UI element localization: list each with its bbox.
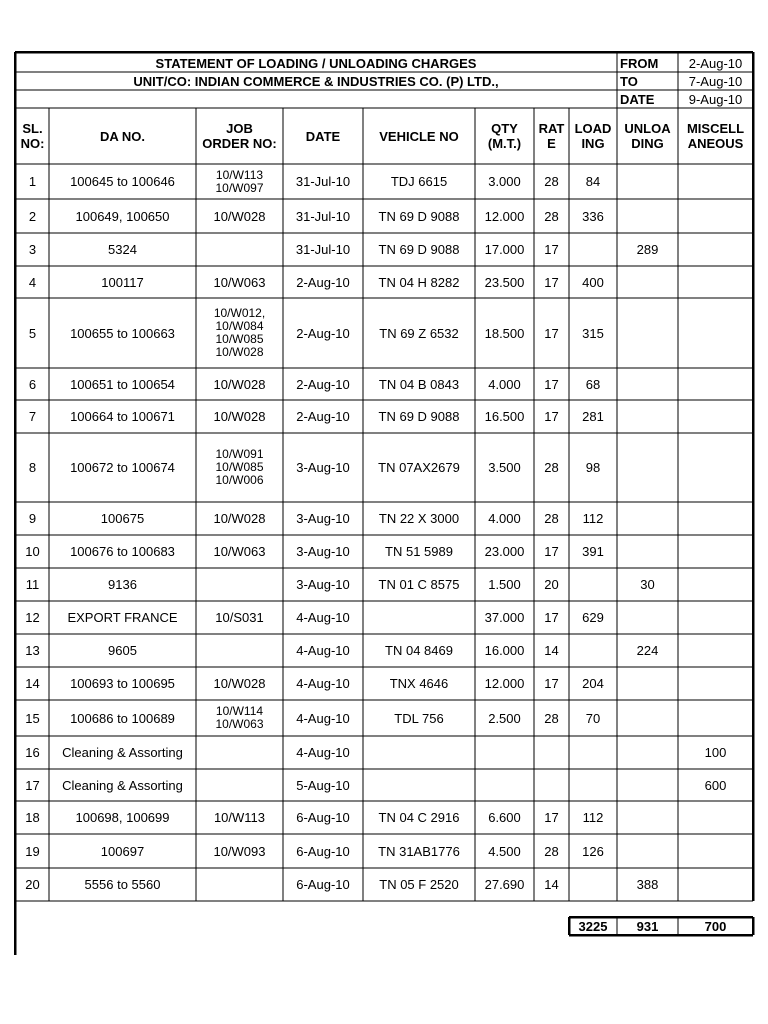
table-cell-sl: 8 bbox=[28, 460, 37, 475]
meta-value: 7-Aug-10 bbox=[688, 73, 743, 89]
table-cell-rate: 17 bbox=[544, 544, 559, 559]
table-cell-sl: 7 bbox=[28, 409, 37, 424]
table-cell-job bbox=[196, 769, 283, 801]
table-cell-unloading bbox=[617, 400, 678, 433]
table-cell-vehicle: TDL 756 bbox=[394, 710, 444, 726]
table-cell-vehicle: TN 04 H 8282 bbox=[378, 274, 460, 290]
table-cell-sl: 18 bbox=[25, 810, 40, 825]
table-cell-qty bbox=[475, 736, 534, 769]
table-cell-qty: 17.000 bbox=[484, 242, 525, 257]
table-cell-vehicle bbox=[363, 601, 475, 634]
table-cell-qty: 3.500 bbox=[488, 460, 521, 475]
total-misc: 700 bbox=[704, 918, 727, 934]
table-cell-date: 31-Jul-10 bbox=[295, 174, 351, 189]
table-cell-unloading bbox=[617, 199, 678, 233]
total-unloading: 931 bbox=[636, 918, 659, 934]
document-title: STATEMENT OF LOADING / UNLOADING CHARGES bbox=[155, 55, 477, 71]
table-cell-sl: 14 bbox=[25, 676, 40, 691]
table-cell-unloading bbox=[617, 667, 678, 700]
table-cell-rate: 17 bbox=[544, 274, 559, 290]
table-cell-misc bbox=[678, 801, 753, 834]
table-cell-date: 2-Aug-10 bbox=[296, 376, 350, 392]
table-cell-loading: 84 bbox=[585, 174, 601, 189]
table-cell-vehicle: TN 69 D 9088 bbox=[378, 242, 460, 257]
table-cell-vehicle bbox=[363, 736, 475, 769]
table-cell-rate: 17 bbox=[544, 325, 559, 341]
table-cell-vehicle: TN 69 D 9088 bbox=[378, 208, 460, 224]
table-cell-misc bbox=[678, 535, 753, 568]
table-cell-date: 3-Aug-10 bbox=[296, 544, 350, 559]
table-cell-date: 31-Jul-10 bbox=[295, 242, 351, 257]
table-cell-da: 5324 bbox=[108, 242, 137, 257]
table-cell-misc bbox=[678, 868, 753, 901]
table-cell-da: 100697 bbox=[100, 843, 145, 859]
table-cell-vehicle: TN 04 B 0843 bbox=[378, 376, 460, 392]
table-cell-date: 4-Aug-10 bbox=[296, 745, 350, 760]
table-cell-qty: 4.000 bbox=[488, 511, 521, 526]
column-header-unloading: UNLOA DING bbox=[624, 121, 671, 151]
table-cell-rate bbox=[534, 736, 569, 769]
table-cell-unloading: 289 bbox=[636, 242, 659, 257]
table-cell-job bbox=[196, 868, 283, 901]
table-cell-loading: 400 bbox=[582, 274, 604, 290]
table-cell-date: 4-Aug-10 bbox=[296, 610, 350, 625]
meta-value: 9-Aug-10 bbox=[688, 91, 743, 107]
table-cell-vehicle: TN 51 5989 bbox=[385, 544, 453, 559]
table-cell-date: 6-Aug-10 bbox=[296, 810, 350, 825]
unit-name: UNIT/CO: INDIAN COMMERCE & INDUSTRIES CO. (P) LTD., bbox=[133, 73, 499, 89]
table-cell-misc: 100 bbox=[704, 745, 727, 760]
table-cell-vehicle: TN 69 D 9088 bbox=[378, 409, 460, 424]
meta-label: DATE bbox=[620, 91, 655, 107]
table-cell-da: 100655 to 100663 bbox=[70, 325, 175, 341]
table-cell-loading: 629 bbox=[582, 610, 604, 625]
column-header-misc: MISCELL ANEOUS bbox=[686, 121, 745, 151]
table-cell-misc bbox=[678, 834, 753, 868]
table-cell-sl: 2 bbox=[28, 208, 37, 224]
table-cell-rate: 14 bbox=[544, 877, 559, 892]
table-cell-qty: 4.500 bbox=[488, 843, 521, 859]
table-cell-vehicle bbox=[363, 769, 475, 801]
table-cell-loading bbox=[569, 868, 617, 901]
table-cell-job: 10/W063 bbox=[213, 274, 266, 290]
table-cell-unloading bbox=[617, 801, 678, 834]
table-cell-job: 10/W028 bbox=[213, 208, 266, 224]
table-cell-date: 4-Aug-10 bbox=[296, 676, 350, 691]
table-cell-qty: 18.500 bbox=[484, 325, 525, 341]
column-header-qty: QTY (M.T.) bbox=[487, 121, 522, 151]
table-cell-loading: 68 bbox=[585, 376, 601, 392]
column-header-vehicle: VEHICLE NO bbox=[379, 128, 459, 144]
meta-value: 2-Aug-10 bbox=[688, 55, 743, 71]
table-cell-date: 3-Aug-10 bbox=[296, 577, 350, 592]
meta-label: FROM bbox=[620, 55, 659, 71]
table-cell-da: 100698, 100699 bbox=[75, 810, 170, 825]
table-cell-qty: 6.600 bbox=[488, 810, 521, 825]
table-cell-qty: 37.000 bbox=[484, 610, 525, 625]
table-cell-job: 10/W028 bbox=[213, 511, 266, 526]
table-cell-loading: 204 bbox=[582, 676, 604, 691]
table-cell-job: 10/W028 bbox=[213, 409, 266, 424]
table-cell-misc bbox=[678, 502, 753, 535]
table-cell-rate: 20 bbox=[544, 577, 559, 592]
table-cell-loading: 98 bbox=[585, 460, 601, 475]
table-cell-da: 100676 to 100683 bbox=[70, 544, 175, 559]
table-cell-misc bbox=[678, 634, 753, 667]
table-cell-qty: 23.500 bbox=[484, 274, 525, 290]
table-cell-job: 10/W091 10/W085 10/W006 bbox=[215, 447, 264, 487]
table-cell-misc bbox=[678, 700, 753, 736]
table-cell-da: 100672 to 100674 bbox=[70, 460, 175, 475]
table-cell-rate: 28 bbox=[544, 208, 559, 224]
table-cell-loading: 112 bbox=[582, 810, 604, 825]
table-cell-unloading bbox=[617, 834, 678, 868]
table-cell-da: 9605 bbox=[108, 643, 137, 658]
column-header-loading: LOAD ING bbox=[574, 121, 612, 151]
table-cell-date: 3-Aug-10 bbox=[296, 460, 350, 475]
table-cell-loading: 70 bbox=[585, 710, 601, 726]
table-cell-rate bbox=[534, 769, 569, 801]
table-cell-da: 100686 to 100689 bbox=[70, 710, 175, 726]
table-cell-unloading: 388 bbox=[636, 877, 659, 892]
table-cell-job: 10/W028 bbox=[213, 376, 266, 392]
table-cell-vehicle: TN 22 X 3000 bbox=[378, 511, 460, 526]
table-cell-misc bbox=[678, 568, 753, 601]
table-cell-qty: 23.000 bbox=[484, 544, 525, 559]
table-cell-job bbox=[196, 736, 283, 769]
table-cell-date: 4-Aug-10 bbox=[296, 710, 350, 726]
table-cell-unloading bbox=[617, 298, 678, 368]
table-cell-da: Cleaning & Assorting bbox=[62, 745, 183, 760]
table-cell-unloading bbox=[617, 368, 678, 400]
table-cell-unloading: 224 bbox=[636, 643, 659, 658]
table-cell-rate: 17 bbox=[544, 810, 559, 825]
table-cell-unloading bbox=[617, 736, 678, 769]
column-header-date: DATE bbox=[305, 128, 341, 144]
table-cell-misc bbox=[678, 164, 753, 199]
table-cell-misc bbox=[678, 601, 753, 634]
table-cell-qty: 2.500 bbox=[488, 710, 521, 726]
table-cell-rate: 17 bbox=[544, 376, 559, 392]
table-cell-misc bbox=[678, 368, 753, 400]
table-cell-date: 2-Aug-10 bbox=[296, 325, 350, 341]
table-cell-unloading bbox=[617, 535, 678, 568]
table-cell-sl: 13 bbox=[25, 643, 40, 658]
table-cell-date: 4-Aug-10 bbox=[296, 643, 350, 658]
table-cell-unloading bbox=[617, 266, 678, 298]
table-cell-vehicle: TN 31AB1776 bbox=[378, 843, 460, 859]
table-cell-loading: 112 bbox=[582, 511, 604, 526]
table-cell-rate: 28 bbox=[544, 511, 559, 526]
table-cell-misc bbox=[678, 298, 753, 368]
table-cell-rate: 17 bbox=[544, 242, 559, 257]
meta-label: TO bbox=[620, 73, 638, 89]
table-cell-vehicle: TN 07AX2679 bbox=[378, 460, 460, 475]
table-cell-qty bbox=[475, 769, 534, 801]
table-cell-rate: 28 bbox=[544, 174, 559, 189]
table-cell-da: 100664 to 100671 bbox=[70, 409, 175, 424]
table-cell-job: 10/W114 10/W063 bbox=[215, 704, 264, 731]
table-cell-misc: 600 bbox=[704, 777, 727, 793]
table-cell-da: 100675 bbox=[100, 511, 145, 526]
table-cell-misc bbox=[678, 266, 753, 298]
table-cell-sl: 9 bbox=[28, 511, 37, 526]
table-cell-rate: 28 bbox=[544, 843, 559, 859]
table-cell-vehicle: TNX 4646 bbox=[389, 676, 449, 691]
table-cell-sl: 3 bbox=[28, 242, 37, 257]
table-cell-job: 10/W093 bbox=[213, 843, 266, 859]
table-cell-job: 10/S031 bbox=[215, 610, 264, 625]
table-cell-loading: 281 bbox=[582, 409, 604, 424]
total-loading: 3225 bbox=[578, 918, 608, 934]
table-cell-vehicle: TN 04 8469 bbox=[385, 643, 453, 658]
table-cell-vehicle: TN 01 C 8575 bbox=[378, 577, 460, 592]
table-cell-sl: 15 bbox=[25, 710, 40, 726]
table-cell-sl: 20 bbox=[25, 877, 40, 892]
table-cell-da: 5556 to 5560 bbox=[84, 877, 161, 892]
table-cell-da: 100649, 100650 bbox=[75, 208, 170, 224]
table-cell-da: 100117 bbox=[101, 274, 144, 290]
table-cell-date: 5-Aug-10 bbox=[296, 777, 350, 793]
table-cell-qty: 12.000 bbox=[484, 208, 525, 224]
table-cell-loading bbox=[569, 634, 617, 667]
table-cell-qty: 4.000 bbox=[488, 376, 521, 392]
table-cell-misc bbox=[678, 667, 753, 700]
table-cell-sl: 19 bbox=[25, 843, 40, 859]
table-cell-sl: 12 bbox=[25, 610, 40, 625]
table-cell-job: 10/W113 10/W097 bbox=[215, 167, 264, 195]
table-cell-date: 3-Aug-10 bbox=[296, 511, 350, 526]
table-cell-misc bbox=[678, 233, 753, 266]
table-cell-loading: 315 bbox=[582, 325, 604, 341]
table-cell-da: 100645 to 100646 bbox=[70, 174, 175, 189]
table-cell-sl: 16 bbox=[25, 745, 40, 760]
table-cell-sl: 11 bbox=[25, 577, 40, 592]
table-cell-sl: 5 bbox=[28, 325, 37, 341]
table-cell-loading: 336 bbox=[582, 208, 604, 224]
table-cell-sl: 6 bbox=[28, 376, 37, 392]
table-cell-qty: 1.500 bbox=[488, 577, 521, 592]
table-cell-date: 2-Aug-10 bbox=[296, 274, 350, 290]
table-cell-job: 10/W012, 10/W084 10/W085 10/W028 bbox=[213, 306, 266, 359]
table-cell-unloading bbox=[617, 502, 678, 535]
column-header-job: JOB ORDER NO: bbox=[202, 121, 277, 151]
table-cell-da: EXPORT FRANCE bbox=[67, 610, 178, 625]
table-cell-qty: 16.500 bbox=[484, 409, 525, 424]
table-cell-rate: 14 bbox=[544, 643, 559, 658]
table-cell-da: 100651 to 100654 bbox=[70, 376, 175, 392]
table-cell-unloading bbox=[617, 601, 678, 634]
table-cell-job: 10/W028 bbox=[213, 676, 266, 691]
column-header-da: DA NO. bbox=[99, 128, 146, 144]
table-cell-job bbox=[196, 233, 283, 266]
table-cell-qty: 12.000 bbox=[484, 676, 525, 691]
table-cell-unloading bbox=[617, 433, 678, 502]
table-cell-unloading bbox=[617, 700, 678, 736]
table-cell-misc bbox=[678, 433, 753, 502]
table-cell-qty: 16.000 bbox=[484, 643, 525, 658]
table-cell-loading: 126 bbox=[582, 843, 604, 859]
table-cell-vehicle: TN 69 Z 6532 bbox=[379, 325, 459, 341]
table-cell-rate: 17 bbox=[544, 409, 559, 424]
table-cell-job: 10/W063 bbox=[213, 544, 266, 559]
table-cell-qty: 27.690 bbox=[484, 877, 525, 892]
table-cell-date: 6-Aug-10 bbox=[296, 843, 350, 859]
table-cell-job: 10/W113 bbox=[213, 810, 266, 825]
table-cell-rate: 28 bbox=[544, 710, 559, 726]
table-cell-da: Cleaning & Assorting bbox=[62, 777, 183, 793]
table-cell-date: 6-Aug-10 bbox=[296, 877, 350, 892]
table-cell-sl: 10 bbox=[25, 544, 40, 559]
table-cell-qty: 3.000 bbox=[488, 174, 521, 189]
table-cell-date: 31-Jul-10 bbox=[295, 208, 351, 224]
table-cell-rate: 28 bbox=[544, 460, 559, 475]
table-cell-loading bbox=[569, 736, 617, 769]
table-cell-loading bbox=[569, 568, 617, 601]
table-cell-sl: 4 bbox=[28, 274, 37, 290]
column-header-sl: SL. NO: bbox=[20, 121, 45, 151]
table-cell-loading bbox=[569, 233, 617, 266]
table-cell-vehicle: TN 05 F 2520 bbox=[379, 877, 459, 892]
table-cell-misc bbox=[678, 199, 753, 233]
table-cell-vehicle: TN 04 C 2916 bbox=[378, 810, 460, 825]
table-cell-rate: 17 bbox=[544, 610, 559, 625]
table-cell-sl: 17 bbox=[25, 777, 40, 793]
table-cell-vehicle: TDJ 6615 bbox=[390, 174, 448, 189]
table-cell-job bbox=[196, 634, 283, 667]
table-cell-unloading: 30 bbox=[640, 577, 655, 592]
table-cell-rate: 17 bbox=[544, 676, 559, 691]
table-cell-loading: 391 bbox=[582, 544, 604, 559]
table-cell-misc bbox=[678, 400, 753, 433]
table-cell-da: 9136 bbox=[108, 577, 137, 592]
table-cell-job bbox=[196, 568, 283, 601]
table-cell-unloading bbox=[617, 164, 678, 199]
table-cell-da: 100693 to 100695 bbox=[70, 676, 175, 691]
table-cell-loading bbox=[569, 769, 617, 801]
table-cell-unloading bbox=[617, 769, 678, 801]
table-cell-sl: 1 bbox=[28, 174, 37, 189]
column-header-rate: RAT E bbox=[538, 121, 565, 151]
table-cell-date: 2-Aug-10 bbox=[296, 409, 350, 424]
